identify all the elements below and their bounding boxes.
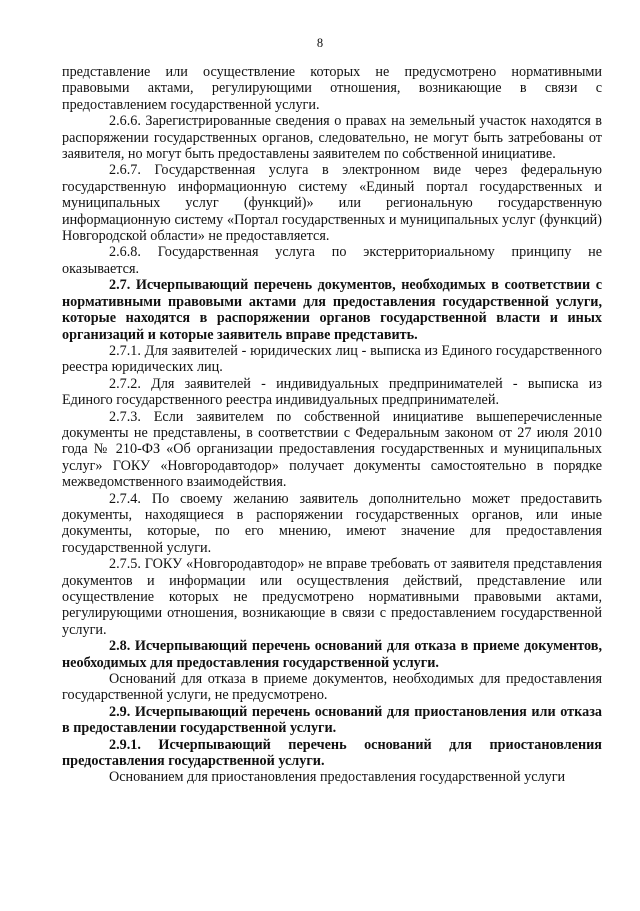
paragraph-2-8-body: Оснований для отказа в приеме документов, необходимых для предоставления государственной услуги, не предусмотрено. — [62, 671, 602, 704]
subsection-heading-2-9-1: 2.9.1. Исчерпывающий перечень оснований для приостановления предоставления государственной услуги. — [62, 736, 602, 770]
section-heading-2-7: 2.7. Исчерпывающий перечень документов, необходимых в соответствии с нормативными правовыми актами для предоставления государственной услуги, которые находятся в распоряжении органов государственной власти и иных организаций и которые заявитель вправе представить. — [62, 277, 602, 343]
paragraph-2-6-8: 2.6.8. Государственная услуга по экстерриториальному принципу не оказывается. — [62, 244, 602, 277]
paragraph-2-7-4: 2.7.4. По своему желанию заявитель дополнительно может предоставить документы, находящиеся в распоряжении государственных органов, или иные документы, которые, по его мнению, имеют значение для предоставления государственной услуги. — [62, 490, 602, 556]
paragraph-2-7-5: 2.7.5. ГОКУ «Новгородавтодор» не вправе требовать от заявителя представления документов и информации или осуществления действий, представление или осуществление которых не предусмотрено нормативными правовыми актами, регулирующими отношения, возникающие в связи с предоставлением государственной услуги. — [62, 556, 602, 638]
paragraph-2-7-2: 2.7.2. Для заявителей - индивидуальных предпринимателей - выписка из Единого государственного реестра индивидуальных предпринимателей. — [62, 375, 602, 409]
paragraph-2-6-7: 2.6.7. Государственная услуга в электронном виде через федеральную государственную информационную систему «Единый портал государственных и муниципальных услуг (функций)» или региональную государственную информационную систему «Портал государственных и муниципальных услуг (функций) Новгородской области» не предоставляется. — [62, 162, 602, 245]
paragraph-2-9-1-body: Основанием для приостановления предоставления государственной услуги — [109, 769, 566, 786]
section-heading-2-8: 2.8. Исчерпывающий перечень оснований для отказа в приеме документов, необходимых для предоставления государственной услуги. — [62, 638, 602, 671]
page-number: 8 — [316, 36, 324, 50]
paragraph-2-6-6: 2.6.6. Зарегистрированные сведения о правах на земельный участок находятся в распоряжении государственных органов, следовательно, не могут быть затребованы от заявителя, но могут быть предоставлены заявителем по собственной инициативе. — [62, 113, 602, 163]
section-heading-2-9: 2.9. Исчерпывающий перечень оснований для приостановления или отказа в предоставлении государственной услуги. — [62, 703, 602, 737]
paragraph-2-7-1: 2.7.1. Для заявителей - юридических лиц - выписка из Единого государственного реестра юридических лиц. — [62, 342, 602, 376]
document-body — [62, 64, 602, 786]
paragraph-continuation: представление или осуществление которых не предусмотрено нормативными правовыми актами, регулирующими отношения, возникающие в связи с предоставлением государственной услуги. — [62, 64, 602, 113]
paragraph-2-7-3: 2.7.3. Если заявителем по собственной инициативе вышеперечисленные документы не представлены, в соответствии с Федеральным законом от 27 июля 2010 года № 210-ФЗ «Об организации предоставления государственных и муниципальных услуг» ГОКУ «Новгородавтодор» получает документы самостоятельно в порядке межведомственного взаимодействия. — [62, 408, 602, 491]
